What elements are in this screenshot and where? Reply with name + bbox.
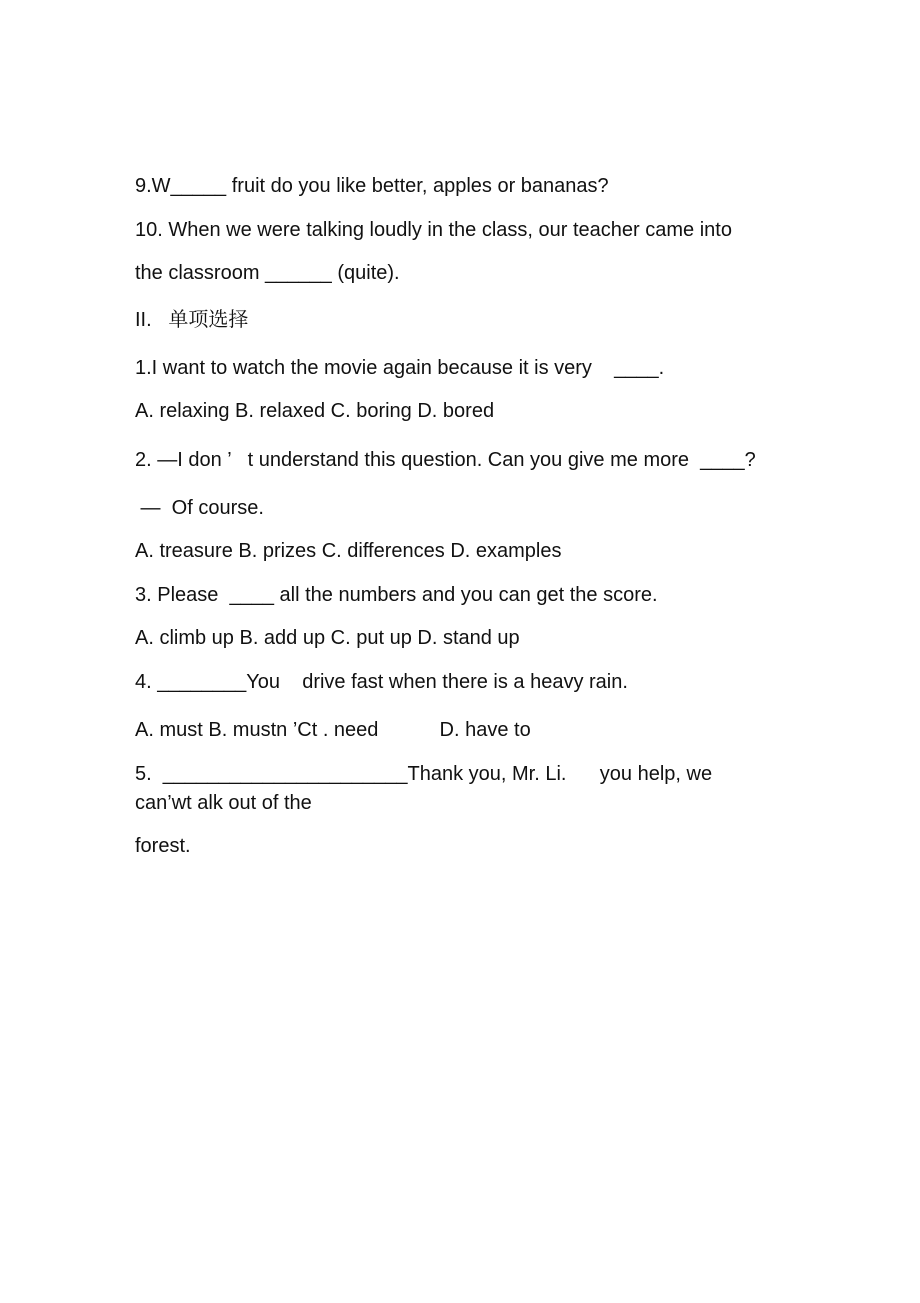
mc-question-2-reply: — Of course.	[135, 497, 264, 519]
mc-question-5-line-3: forest.	[135, 835, 191, 857]
section-heading-multiple-choice: II. 单项选择	[135, 309, 249, 331]
mc-question-4: 4. ________You drive fast when there is a heavy rain.	[135, 671, 628, 693]
mc-question-2: 2. —I don ’ t understand this question. Can you give me more ____?	[135, 449, 756, 471]
mc-question-3: 3. Please ____ all the numbers and you can get the score.	[135, 584, 658, 606]
mc-question-5-line-1: 5. ______________________Thank you, Mr. Li. you help, we	[135, 763, 713, 785]
mc-question-2-options: A. treasure B. prizes C. differences D. examples	[135, 540, 562, 562]
mc-question-5-line-2: can’wt alk out of the	[135, 792, 312, 814]
question-9-fill-blank: 9.W_____ fruit do you like better, apples or bananas?	[135, 175, 609, 197]
mc-question-4-options: A. must B. mustn ’Ct . need D. have to	[135, 719, 531, 741]
question-10-line-2: the classroom ______ (quite).	[135, 262, 400, 284]
mc-question-1-options: A. relaxing B. relaxed C. boring D. bored	[135, 400, 495, 422]
question-10-line-1: 10. When we were talking loudly in the class, our teacher came into	[135, 219, 732, 241]
mc-question-1: 1.I want to watch the movie again because it is very ____.	[135, 357, 665, 379]
mc-question-3-options: A. climb up B. add up C. put up D. stand up	[135, 627, 520, 649]
